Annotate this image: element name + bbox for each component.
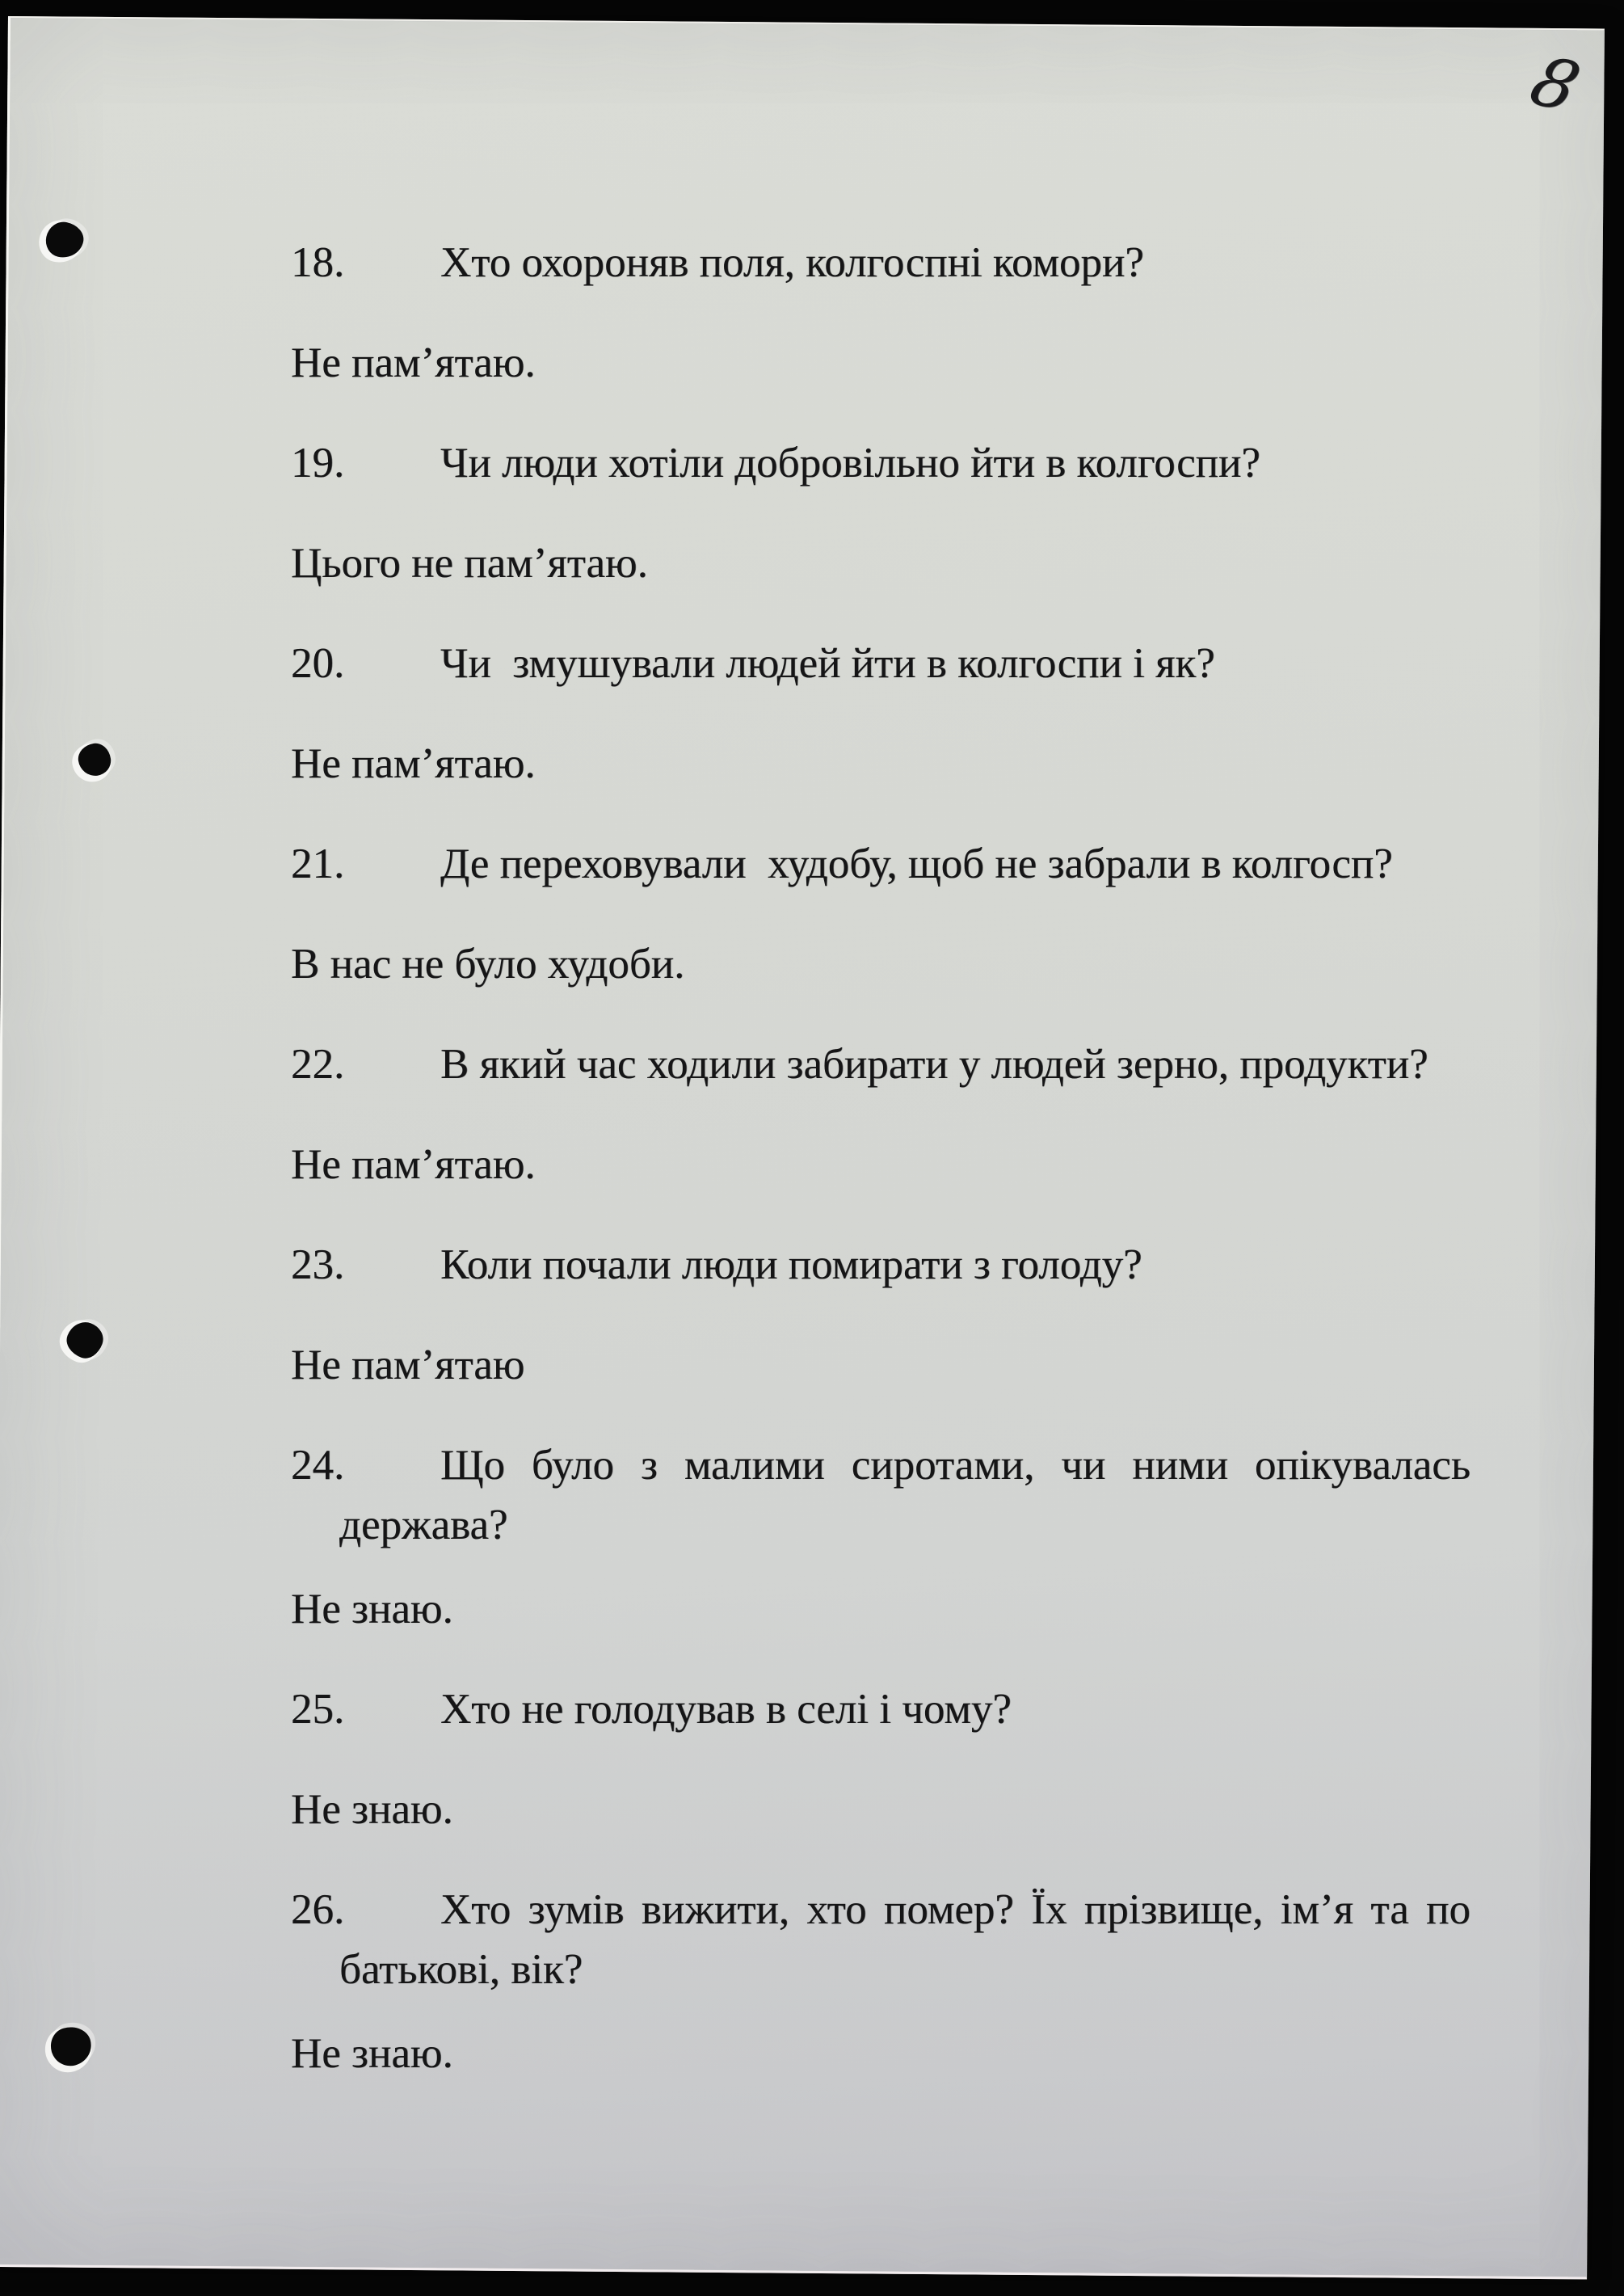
question-text: Коли почали люди помирати з голоду?	[440, 1241, 1142, 1288]
question-number: 26.	[291, 1886, 345, 1933]
qa-item	[291, 233, 1470, 393]
qa-list	[291, 0, 1470, 2124]
question-line	[291, 634, 1470, 693]
question-line	[291, 1679, 1470, 1739]
question-text: Хто не голодував в селі і чому?	[440, 1686, 1012, 1733]
handwritten-page-number: 8	[1521, 41, 1589, 127]
answer-line: Не знаю.	[291, 1786, 453, 1833]
qa-item	[291, 634, 1470, 794]
question-line	[291, 1034, 1470, 1094]
qa-item	[291, 1435, 1470, 1639]
answer-line: Не знаю.	[291, 1586, 453, 1632]
answer-line: В нас не було худоби.	[291, 941, 685, 988]
qa-item	[291, 1880, 1470, 2083]
answer-line: Не пам’ятаю	[291, 1342, 525, 1388]
question-text: Чи змушували людей йти в колгоспи і як?	[440, 640, 1215, 687]
question-line	[291, 1880, 1470, 1999]
question-line	[291, 834, 1470, 894]
question-text: Чи люди хотіли добровільно йти в колгоспи?	[440, 440, 1260, 487]
question-text: Хто зумів вижити, хто помер? Їх прізвище, ім’я та по батькові, вік?	[339, 1886, 1470, 1993]
question-number: 21.	[291, 840, 345, 887]
answer-line: Не пам’ятаю.	[291, 740, 536, 787]
answer-line: Не пам’ятаю.	[291, 1141, 536, 1188]
qa-item	[291, 1679, 1470, 1839]
question-text: В який час ходили забирати у людей зерно, продукти?	[440, 1041, 1428, 1088]
qa-item	[291, 433, 1470, 593]
qa-item	[291, 834, 1470, 994]
question-line	[291, 233, 1470, 293]
question-line	[291, 1435, 1470, 1555]
qa-item	[291, 1034, 1470, 1194]
question-number: 19.	[291, 440, 345, 487]
question-number: 25.	[291, 1686, 345, 1733]
question-number: 20.	[291, 640, 345, 687]
question-text: Що було з малими сиротами, чи ними опікувалась держава?	[339, 1442, 1470, 1548]
question-line	[291, 1235, 1470, 1295]
question-text: Хто охороняв поля, колгоспні комори?	[440, 239, 1144, 286]
answer-line: Цього не пам’ятаю.	[291, 540, 648, 587]
question-text: Де переховували худобу, щоб не забрали в колгосп?	[440, 840, 1393, 887]
question-number: 18.	[291, 239, 345, 286]
qa-item	[291, 1235, 1470, 1395]
question-number: 23.	[291, 1241, 345, 1288]
question-line	[291, 433, 1470, 493]
answer-line: Не знаю.	[291, 2030, 453, 2077]
question-number: 22.	[291, 1041, 345, 1088]
answer-line: Не пам’ятаю.	[291, 339, 536, 386]
question-number: 24.	[291, 1442, 345, 1489]
